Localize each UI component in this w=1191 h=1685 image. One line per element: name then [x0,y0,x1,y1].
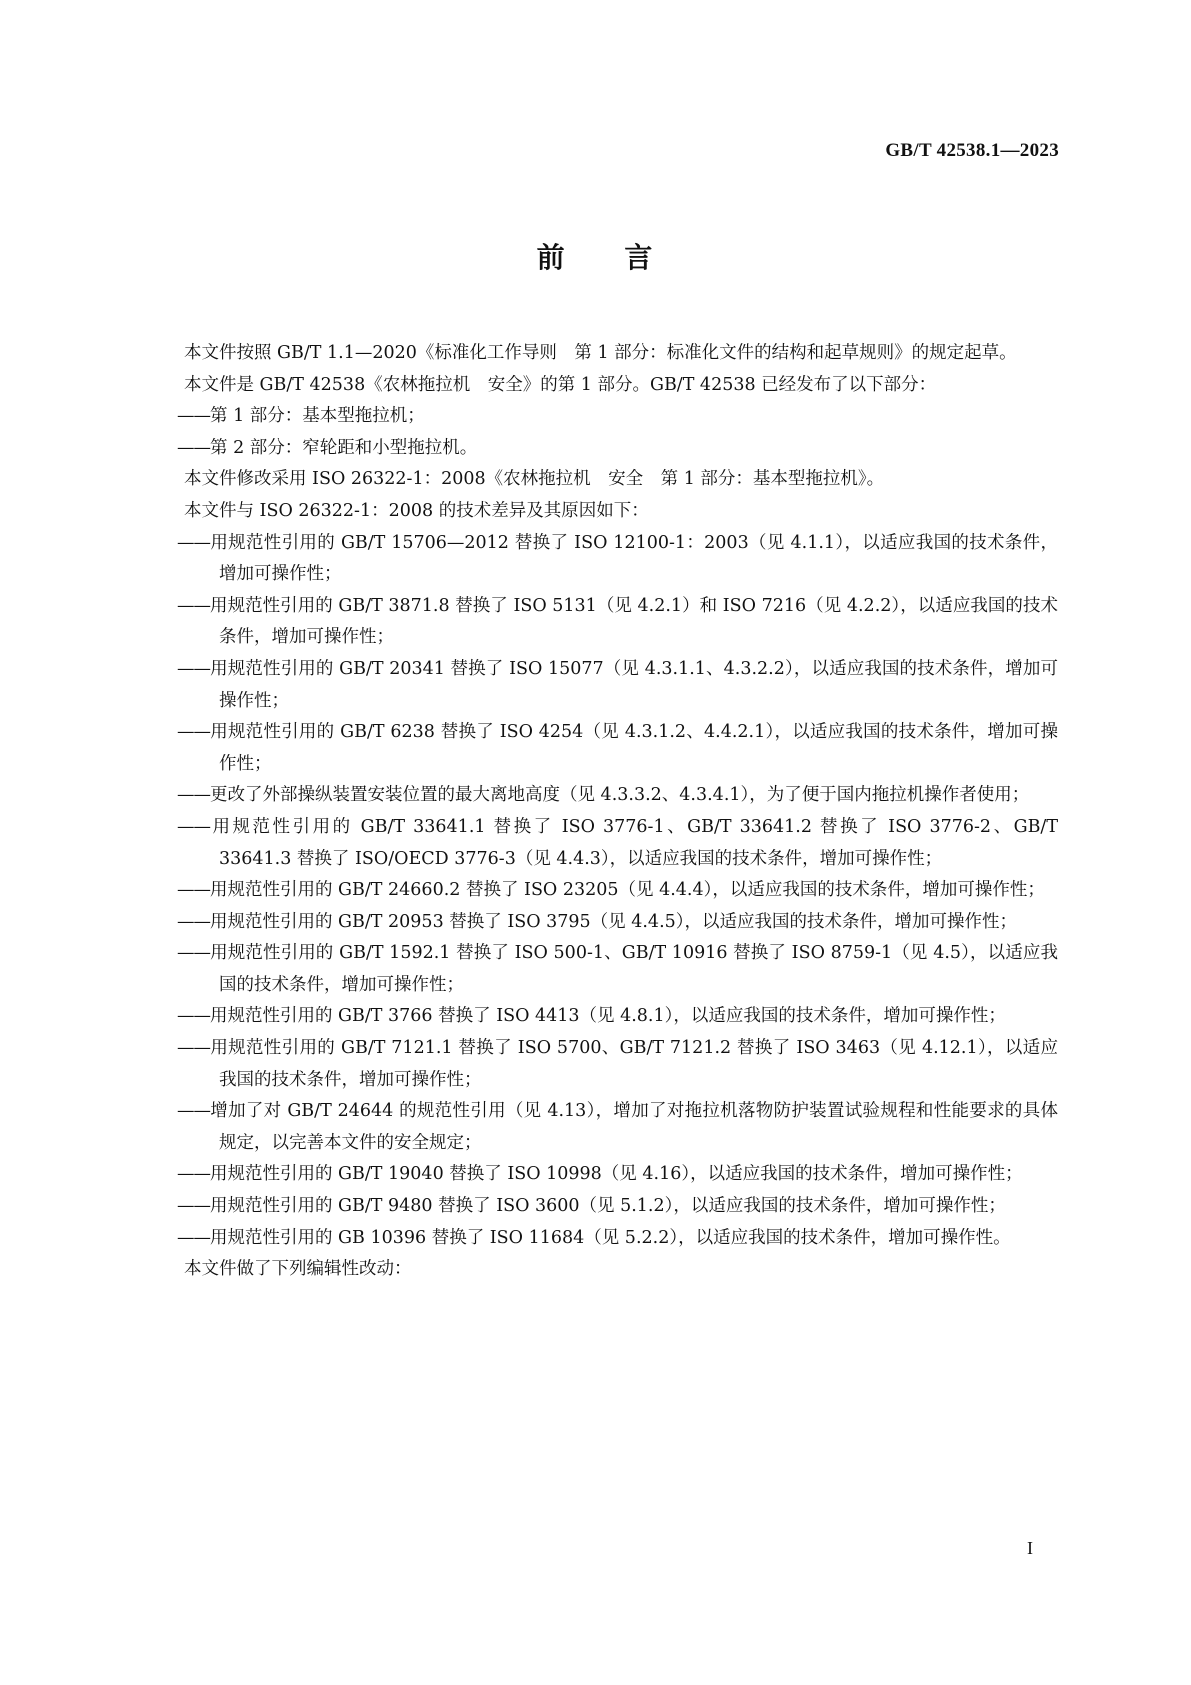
list-item [142,591,1058,654]
list-item-text: 用规范性引用的 GB/T 20341 替换了 ISO 15077（见 4.3.1.1、4.3.2.2），以适应我国的技术条件，增加可操作性； [210,658,1058,711]
dash-marker: —— [177,943,210,964]
dash-marker: —— [177,1006,210,1027]
list-item [142,907,1058,939]
list-item [142,875,1058,907]
dash-marker: —— [177,722,210,743]
list-item-text: 用规范性引用的 GB/T 33641.1 替换了 ISO 3776-1、GB/T 33641.2 替换了 ISO 3776-2、GB/T 33641.3 替换了 ISO/OECD 3776-3（见 4.4.3），以适应我国的技术条件，增加可操作性； [210,816,1058,869]
dash-marker: —— [177,1227,210,1248]
list-item [142,401,1058,433]
dash-marker: —— [177,1164,210,1185]
document-code: GB/T 42538.1—2023 [885,140,1059,161]
adoption-paragraph: 本文件修改采用 ISO 26322-1：2008《农林拖拉机 安全 第 1 部分：基本型拖拉机》。 [184,469,885,490]
list-item-text: 用规范性引用的 GB/T 24660.2 替换了 ISO 23205（见 4.4.4），以适应我国的技术条件，增加可操作性； [210,880,1045,901]
list-item-text: 用规范性引用的 GB/T 1592.1 替换了 ISO 500-1、GB/T 10916 替换了 ISO 8759-1（见 4.5），以适应我国的技术条件，增加可操作性； [210,943,1058,995]
list-item-text: 用规范性引用的 GB 10396 替换了 ISO 11684（见 5.2.2），以适应我国的技术条件，增加可操作性。 [210,1227,1011,1248]
dash-marker: —— [177,1101,210,1122]
dash-marker: —— [177,532,210,553]
list-item [142,654,1058,717]
foreword-body [142,338,1058,1286]
list-item [142,717,1058,780]
dash-marker: —— [177,880,210,901]
list-item-text: 第 2 部分：窄轮距和小型拖拉机。 [210,437,478,458]
list-item-text: 用规范性引用的 GB/T 19040 替换了 ISO 10998（见 4.16），以适应我国的技术条件，增加可操作性； [210,1164,1023,1185]
differences-intro: 本文件与 ISO 26322-1：2008 的技术差异及其原因如下： [184,500,649,521]
list-item-text: 增加了对 GB/T 24644 的规范性引用（见 4.13），增加了对拖拉机落物防护装置试验规程和性能要求的具体规定，以完善本文件的安全规定； [210,1101,1058,1153]
list-item-text: 用规范性引用的 GB/T 9480 替换了 ISO 3600（见 5.1.2），以适应我国的技术条件，增加可操作性； [210,1196,1006,1217]
dash-marker: —— [177,437,210,458]
list-item [142,1033,1058,1096]
page-title: 前 言 [536,241,655,274]
list-item [142,433,1058,465]
list-item [142,528,1058,591]
list-item-text: 用规范性引用的 GB/T 15706—2012 替换了 ISO 12100-1：2003（见 4.1.1），以适应我国的技术条件，增加可操作性； [210,532,1058,585]
list-item [142,812,1058,875]
list-item [142,1191,1058,1223]
list-item-text: 用规范性引用的 GB/T 20953 替换了 ISO 3795（见 4.4.5），以适应我国的技术条件，增加可操作性； [210,911,1018,932]
page-number: I [1027,1538,1033,1558]
list-item [142,938,1058,1001]
dash-marker: —— [177,406,210,427]
list-item-text: 用规范性引用的 GB/T 3871.8 替换了 ISO 5131（见 4.2.1）和 ISO 7216（见 4.2.2），以适应我国的技术条件，增加可操作性； [210,595,1058,648]
list-item [142,1001,1058,1033]
list-item [142,780,1058,812]
list-item [142,1223,1058,1255]
dash-marker: —— [177,658,210,679]
list-item-text: 用规范性引用的 GB/T 6238 替换了 ISO 4254（见 4.3.1.2、4.4.2.1），以适应我国的技术条件，增加可操作性； [210,722,1058,774]
dash-marker: —— [177,1196,210,1217]
dash-marker: —— [177,595,210,616]
drafting-rules-paragraph: 本文件按照 GB/T 1.1—2020《标准化工作导则 第 1 部分：标准化文件的结构和起草规则》的规定起草。 [184,343,1017,363]
list-item-text: 更改了外部操纵装置安装位置的最大离地高度（见 4.3.3.2、4.3.4.1），为了便于国内拖拉机操作者使用； [210,785,1030,806]
list-item-text: 用规范性引用的 GB/T 7121.1 替换了 ISO 5700、GB/T 7121.2 替换了 ISO 3463（见 4.12.1），以适应我国的技术条件，增加可操作性； [210,1038,1058,1090]
dash-marker: —— [177,785,210,806]
list-item [142,1159,1058,1191]
list-item-text: 用规范性引用的 GB/T 3766 替换了 ISO 4413（见 4.8.1），以适应我国的技术条件，增加可操作性； [210,1006,1006,1027]
list-item-text: 第 1 部分：基本型拖拉机； [210,406,425,427]
dash-marker: —— [177,816,210,837]
part-of-series-paragraph: 本文件是 GB/T 42538《农林拖拉机 安全》的第 1 部分。GB/T 42538 已经发布了以下部分： [184,374,937,395]
dash-marker: —— [177,911,210,932]
list-item [142,1096,1058,1159]
dash-marker: —— [177,1038,210,1059]
editorial-changes-intro: 本文件做了下列编辑性改动： [184,1259,412,1280]
